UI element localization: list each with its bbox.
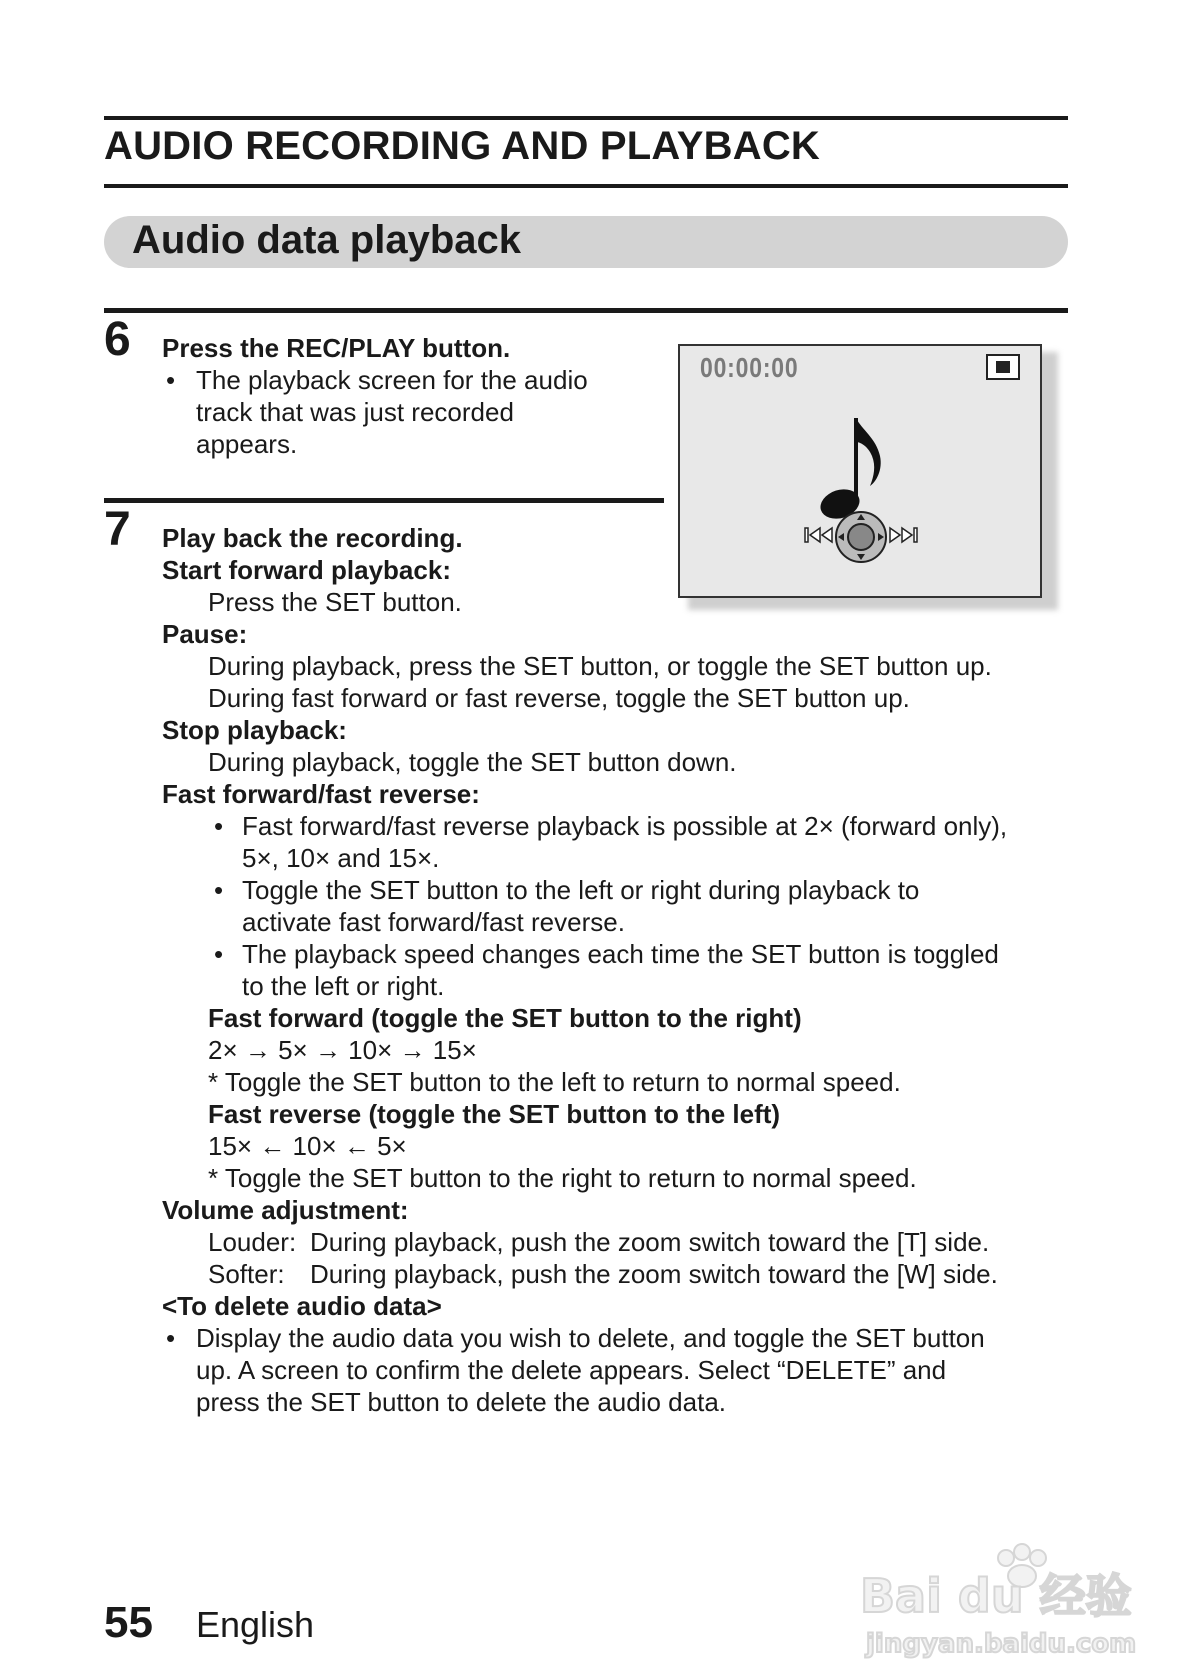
subheading: Fast forward/fast reverse: [162, 779, 480, 809]
step-heading: Press the REC/PLAY button. [162, 333, 511, 363]
volume-label: Softer: [208, 1259, 285, 1289]
body-text: During playback, toggle the SET button down. [208, 747, 737, 777]
step-number: 7 [104, 503, 131, 556]
music-note-icon [810, 412, 900, 522]
bullet-line: The playback speed changes each time the SET button is toggled [242, 939, 999, 969]
playback-screen [678, 344, 1042, 598]
rewind-icon [804, 526, 834, 544]
bullet-line: activate fast forward/fast reverse. [242, 907, 625, 937]
body-text: During fast forward or fast reverse, toggle the SET button up. [208, 683, 910, 713]
step-number: 6 [104, 313, 131, 366]
page-language: English [196, 1604, 315, 1645]
subheading: Volume adjustment: [162, 1195, 409, 1225]
top-rule [104, 116, 1068, 120]
body-text: During playback, press the SET button, or toggle the SET button up. [208, 651, 992, 681]
volume-text: During playback, push the zoom switch toward the [T] side. [310, 1227, 990, 1257]
bullet-dot: • [214, 939, 224, 969]
bullet-dot: • [214, 811, 224, 841]
speed-sequence: 15× ← 10× ← 5× [208, 1131, 407, 1161]
bullet-line: Display the audio data you wish to delete, and toggle the SET button [196, 1323, 985, 1353]
bullet-line: Toggle the SET button to the left or right during playback to [242, 875, 920, 905]
note: * Toggle the SET button to the right to return to normal speed. [208, 1163, 917, 1193]
svg-text:jingyan.baidu.com: jingyan.baidu.com [866, 1629, 1137, 1659]
subheading: Fast reverse (toggle the SET button to the left) [208, 1099, 781, 1129]
step6-rule [104, 308, 1068, 313]
bullet-dot: • [166, 365, 176, 395]
bullet-dot: • [166, 1323, 176, 1353]
subheading: Stop playback: [162, 715, 347, 745]
subheading: Start forward playback: [162, 555, 451, 585]
bullet-line: track that was just recorded [196, 397, 514, 427]
note: * Toggle the SET button to the left to return to normal speed. [208, 1067, 901, 1097]
bullet-line: 5×, 10× and 15×. [242, 843, 440, 873]
bullet-line: press the SET button to delete the audio data. [196, 1387, 727, 1417]
step7-rule [104, 498, 664, 503]
bullet-line: to the left or right. [242, 971, 445, 1001]
fast-forward-icon [888, 526, 918, 544]
volume-label: Louder: [208, 1227, 297, 1257]
speed-sequence: 2× → 5× → 10× → 15× [208, 1035, 477, 1065]
body-text: Press the SET button. [208, 587, 462, 617]
timecode: 00:00:00 [700, 352, 799, 383]
bullet-line: Fast forward/fast reverse playback is possible at 2× (forward only), [242, 811, 1008, 841]
subheading: Fast forward (toggle the SET button to the right) [208, 1003, 802, 1033]
bullet-line: up. A screen to confirm the delete appears. Select “DELETE” and [196, 1355, 947, 1385]
page-number: 55 [104, 1598, 153, 1647]
stop-icon [986, 354, 1020, 380]
subheading: Pause: [162, 619, 248, 649]
baidu-watermark-logo [858, 1540, 1138, 1660]
step-heading: Play back the recording. [162, 523, 463, 553]
set-button-icon [834, 510, 888, 564]
section-title: Audio data playback [132, 218, 521, 262]
svg-text:Bai du 经验: Bai du 经验 [860, 1569, 1132, 1623]
title-underline [104, 184, 1068, 188]
subheading: <To delete audio data> [162, 1291, 442, 1321]
bullet-line: appears. [196, 429, 298, 459]
bullet-line: The playback screen for the audio [196, 365, 588, 395]
volume-text: During playback, push the zoom switch toward the [W] side. [310, 1259, 998, 1289]
chapter-title: AUDIO RECORDING AND PLAYBACK [104, 124, 821, 168]
bullet-dot: • [214, 875, 224, 905]
